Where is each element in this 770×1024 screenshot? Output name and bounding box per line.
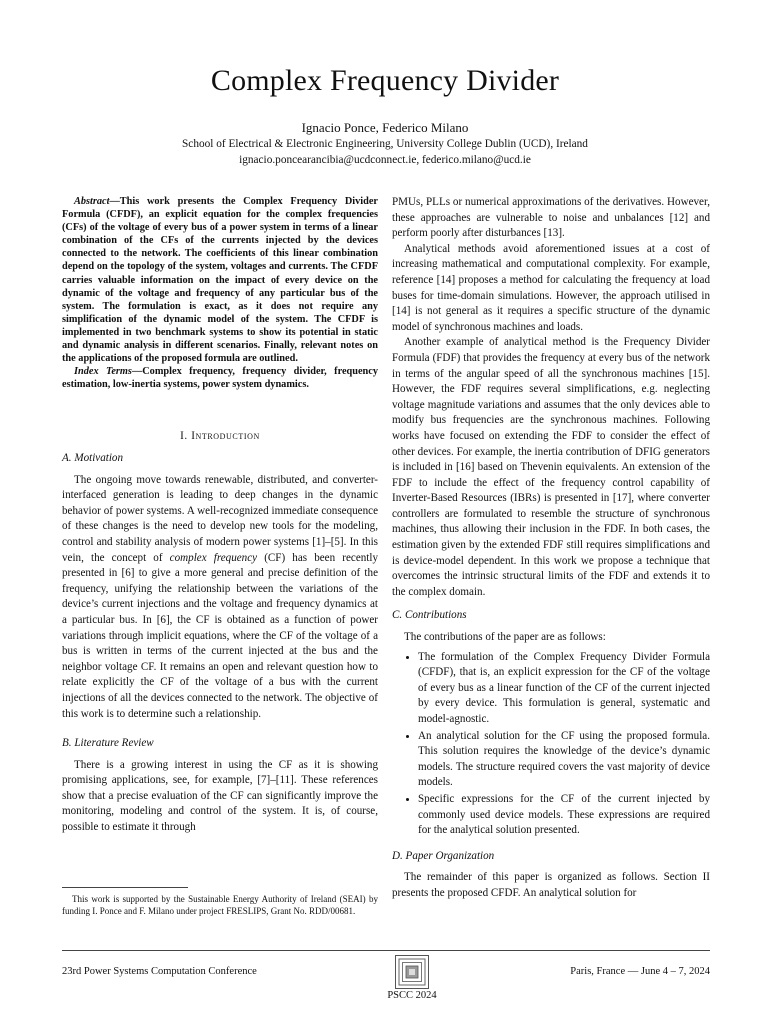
abstract-text: —This work presents the Complex Frequency Divider Formula (CFDF), an explicit equation for the complex frequencies (CFs) of the voltage of every bus of a power system in terms of a linear combination of the CFs of the currents injected by the devices connected to the network. The coefficients of this linear combination depend on the topology of the system, voltages and currents. The CFDF carries valuable information on the impact of every device on the dynamic of the voltage and frequency of any particular bus of the system. The formulation is exact, as it does not require any simplification of the dynamic model of the system. The CFDF is implemented in two benchmark systems to show its potential in static and dynamic analysis in different scenarios. Finally, relevant notes on the applications of the proposed formula are outlined. <box>62 196 378 365</box>
pscc-logo-icon <box>395 955 429 989</box>
footer-pscc: PSCC 2024 <box>387 990 437 1001</box>
right-column <box>392 195 710 902</box>
motivation-text-a: The ongoing move towards renewable, distributed, and converter-interfaced generation is leading to deep changes in the dynamic behavior of power systems. A well-recognized immediate consequence of these changes is the need to develop new tools for the modeling, control and stability analysis of modern power systems [1]–[5]. In this vein, the concept of <box>62 473 378 564</box>
section-title: Introduction <box>191 430 260 443</box>
index-terms-text: —Complex frequency, frequency divider, frequency estimation, low-inertia systems, power system dynamics. <box>62 366 378 391</box>
literature-paragraph-2: Analytical methods avoid aforementioned issues at a cost of increasing mathematical and computational complexity. For example, reference [14] proposes a method for calculating the frequency at load buses for time-domain simulations. However, the approach utilised in [14] is not general as it requires a specific structure of the dynamic model of synchronous machines and loads. <box>392 242 710 333</box>
contribution-item: • The formulation of the Complex Frequency Divider Formula (CFDF), that is, an explicit expression for the CF of the voltage of every bus as a linear function of the CF of the current injected by every device. This formulation is general, systematic and model-agnostic. <box>418 650 710 728</box>
paper-title: Complex Frequency Divider <box>210 64 560 97</box>
abstract-label: Abstract <box>74 196 110 207</box>
author-email: ignacio.poncearancibia@ucdconnect.ie, federico.milano@ucd.ie <box>239 154 531 166</box>
motivation-paragraph <box>62 473 378 723</box>
subsection-heading-organization: D. Paper Organization <box>392 849 495 862</box>
abstract <box>62 195 378 365</box>
contribution-item: • Specific expressions for the CF of the current injected by commonly used device models. These expressions are required for the analytical solution presented. <box>418 792 710 839</box>
subsection-heading-motivation: A. Motivation <box>62 452 124 464</box>
section-number: I. <box>180 430 188 443</box>
organization-paragraph: The remainder of this paper is organized as follows. Section II presents the proposed CFDF. An analytical solution for <box>392 871 710 899</box>
literature-paragraph-1-continued: PMUs, PLLs or numerical approximations of the derivatives. However, these approaches are vulnerable to noise and unbalances [12] and perform poorly after disturbances [13]. <box>392 196 710 240</box>
footnote: This work is supported by the Sustainable Energy Authority of Ireland (SEAI) by funding I. Ponce and F. Milano under project FRESLIPS, Grant No. RDD/00681. <box>62 894 378 916</box>
contribution-item: • An analytical solution for the CF using the proposed formula. This solution requires the knowledge of the device’s dynamic models. The structure required covers the vast majority of device models. <box>418 729 710 791</box>
contributions-list <box>392 650 710 839</box>
footer-location-date: Paris, France — June 4 – 7, 2024 <box>570 966 710 977</box>
footer-rule <box>62 950 710 951</box>
subsection-heading-literature: B. Literature Review <box>62 737 154 750</box>
motivation-emphasis: complex frequency <box>169 551 258 564</box>
subsection-heading-contributions: C. Contributions <box>392 609 467 622</box>
left-column <box>62 195 378 836</box>
paper-authors: Ignacio Ponce, Federico Milano <box>301 120 469 135</box>
section-heading-introduction <box>62 429 378 445</box>
index-terms-label: Index Terms <box>74 366 132 378</box>
footer-conference: 23rd Power Systems Computation Conference <box>62 966 257 977</box>
index-terms <box>62 365 378 391</box>
motivation-text-b: (CF) has been recently presented in [6] to give a more general and precise definition of the frequency, unifying the relationship between the variations of the device’s current injections and the voltage and frequency dynamics at a particular bus. In [6], the CF is obtained as a function of power variations through implicit equations, where the CF of the voltage of a bus is written in terms of the current injected at the bus and the neighbor voltage CF. It remains an open and relevant question how to relate explicitly the CF of the voltage of a bus with the current injections of all the devices connected to the network. The objective of this work is to determine such a relationship. <box>62 551 379 720</box>
contributions-intro: The contributions of the paper are as follows: <box>404 631 606 644</box>
literature-paragraph-3: Another example of analytical method is the Frequency Divider Formula (FDF) that provides the frequency at every bus of the network in terms of the angular speed of all the synchronous machines [15]. However, the FDF requires several simplifications, e.g. neglecting voltage magnitude variations and assumes that the only devices able to modify bus frequencies are the synchronous machines. Following works have focused on extending the FDF to consider the effect of other devices. For example, the inertia contribution of DFIG generators is included in [16] based on Thevenin equivalents. An extension of the FDF to include the effect of the frequency control capability of Inverter-Based Resources (IBRs) is presented in [17], where converter controllers are formulated to resemble the structure of synchronous machines, thus allowing their inclusion in the FDF. In both cases, the estimation given by the extended FDF still requires simplifications and is device-model dependent. In this work we propose a technique that overcomes the intrinsic structural limits of the FDF and extends it to the complex domain. <box>392 336 710 598</box>
literature-paragraph-1: There is a growing interest in using the CF as it is showing promising applications, see, for example, [7]–[11]. These references show that a precise evaluation of the CF can significantly improve the monitoring, modeling and control of the system. It is, of course, possible to estimate it through <box>62 758 378 834</box>
author-affiliation: School of Electrical & Electronic Engineering, University College Dublin (UCD), Ireland <box>182 138 588 150</box>
footnote-rule <box>62 887 188 888</box>
